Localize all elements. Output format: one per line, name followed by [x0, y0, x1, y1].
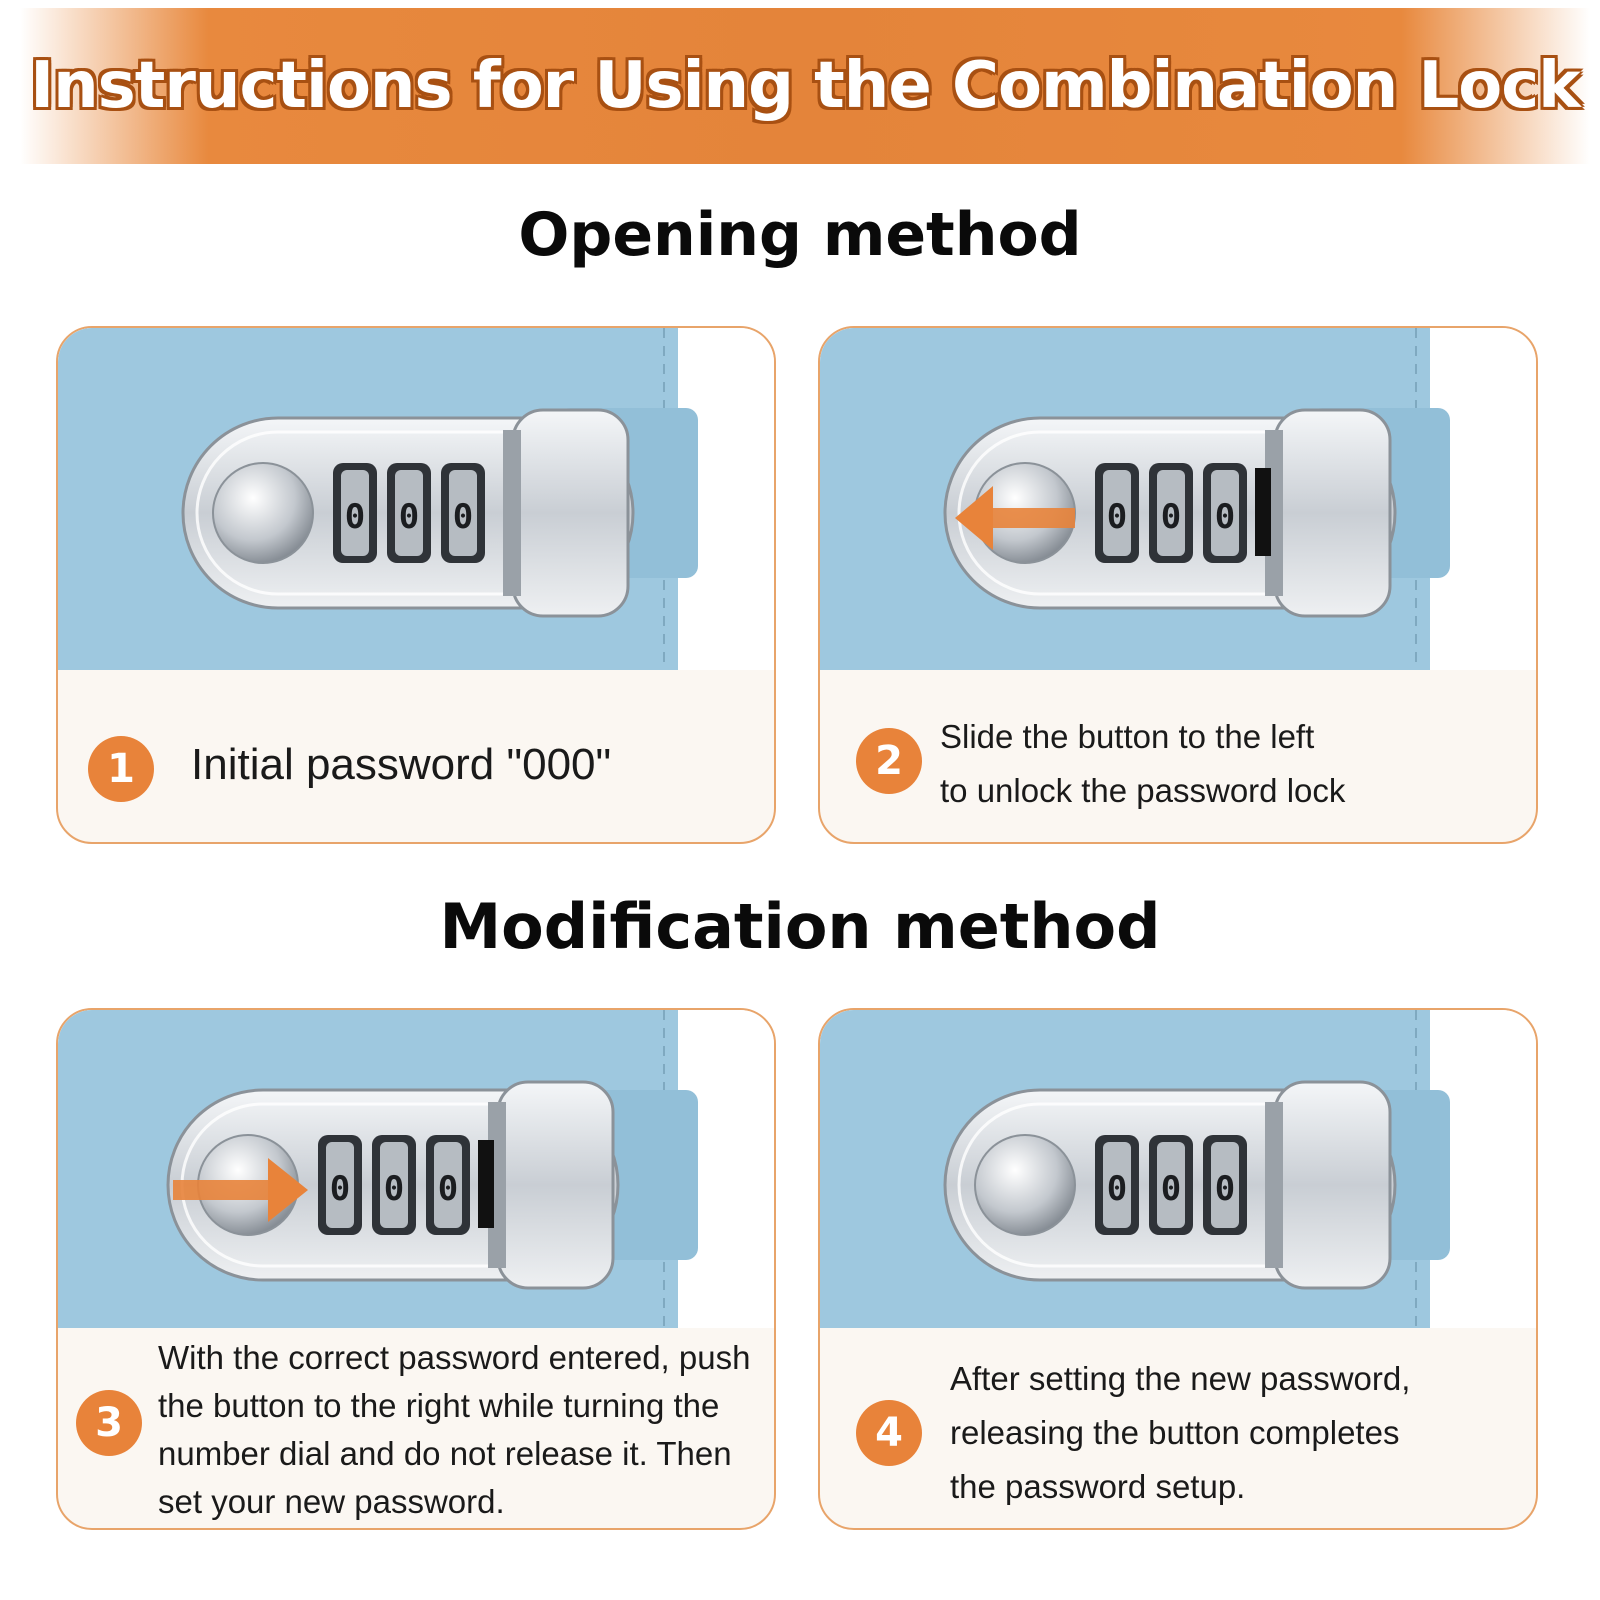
- step-caption: [58, 670, 774, 842]
- dial-digit: 0: [344, 497, 366, 537]
- title-banner: [20, 8, 1590, 164]
- number-dial: [372, 1135, 416, 1235]
- step-text-line: After setting the new password,: [950, 1360, 1411, 1397]
- step-card-2: [818, 326, 1538, 844]
- step-text-line: set your new password.: [158, 1483, 505, 1520]
- step-text-line: the password setup.: [950, 1468, 1246, 1505]
- step-text: [940, 710, 1345, 818]
- step-caption: [58, 1328, 774, 1528]
- step-text: [950, 1352, 1410, 1514]
- latch-slot: [478, 1140, 494, 1228]
- page-title: Instructions for Using the Combination Lock: [30, 49, 1580, 123]
- dial-digit: 0: [1214, 497, 1236, 537]
- dial-digit: 0: [437, 1169, 459, 1209]
- number-circle-icon: 1: [88, 736, 154, 802]
- number-dial: [387, 463, 431, 563]
- slide-button: [213, 463, 313, 563]
- dial-digit: 0: [1214, 1169, 1236, 1209]
- number-dial: [1149, 463, 1193, 563]
- lock-photo: [820, 328, 1536, 670]
- number-dial: [441, 463, 485, 563]
- step-card-3: [56, 1008, 776, 1530]
- step-text-line: Initial password "000": [191, 740, 612, 789]
- modification-method-heading: Modification method: [439, 890, 1161, 963]
- step-text-line: to unlock the password lock: [940, 772, 1346, 809]
- step-caption: [820, 670, 1536, 842]
- step-card-4: [818, 1008, 1538, 1530]
- number-dial: [1203, 463, 1247, 563]
- lock-photo: [58, 1010, 774, 1328]
- step-text-line: Slide the button to the left: [940, 718, 1315, 755]
- number-dial: [1095, 463, 1139, 563]
- step-text: [191, 740, 611, 790]
- step-card-1: [56, 326, 776, 844]
- dial-digit: 0: [1106, 497, 1128, 537]
- number-dial: [426, 1135, 470, 1235]
- lock-photo: [820, 1010, 1536, 1328]
- number-dial: [1149, 1135, 1193, 1235]
- step-text-line: releasing the button completes: [950, 1414, 1400, 1451]
- step-text-line: With the correct password entered, push: [158, 1339, 751, 1376]
- number-dial: [318, 1135, 362, 1235]
- step-text: [158, 1334, 750, 1526]
- slide-button: [975, 1135, 1075, 1235]
- combination-lock-icon: [183, 410, 633, 616]
- step-text-line: the button to the right while turning the: [158, 1387, 720, 1424]
- step-text-line: number dial and do not release it. Then: [158, 1435, 732, 1472]
- step-caption: [820, 1328, 1536, 1528]
- combination-lock-icon: [945, 1082, 1395, 1288]
- number-dial: [1203, 1135, 1247, 1235]
- dial-digit: 0: [1106, 1169, 1128, 1209]
- dial-digit: 0: [383, 1169, 405, 1209]
- opening-method-heading: Opening method: [518, 200, 1082, 270]
- number-circle-icon: 2: [856, 728, 922, 794]
- dial-digit: 0: [329, 1169, 351, 1209]
- number-circle-icon: 4: [856, 1400, 922, 1466]
- latch-slot: [1255, 468, 1271, 556]
- number-dial: [333, 463, 377, 563]
- dial-digit: 0: [1160, 497, 1182, 537]
- number-circle-icon: 3: [76, 1390, 142, 1456]
- number-dial: [1095, 1135, 1139, 1235]
- dial-digit: 0: [452, 497, 474, 537]
- lock-photo: [58, 328, 774, 670]
- dial-digit: 0: [398, 497, 420, 537]
- dial-digit: 0: [1160, 1169, 1182, 1209]
